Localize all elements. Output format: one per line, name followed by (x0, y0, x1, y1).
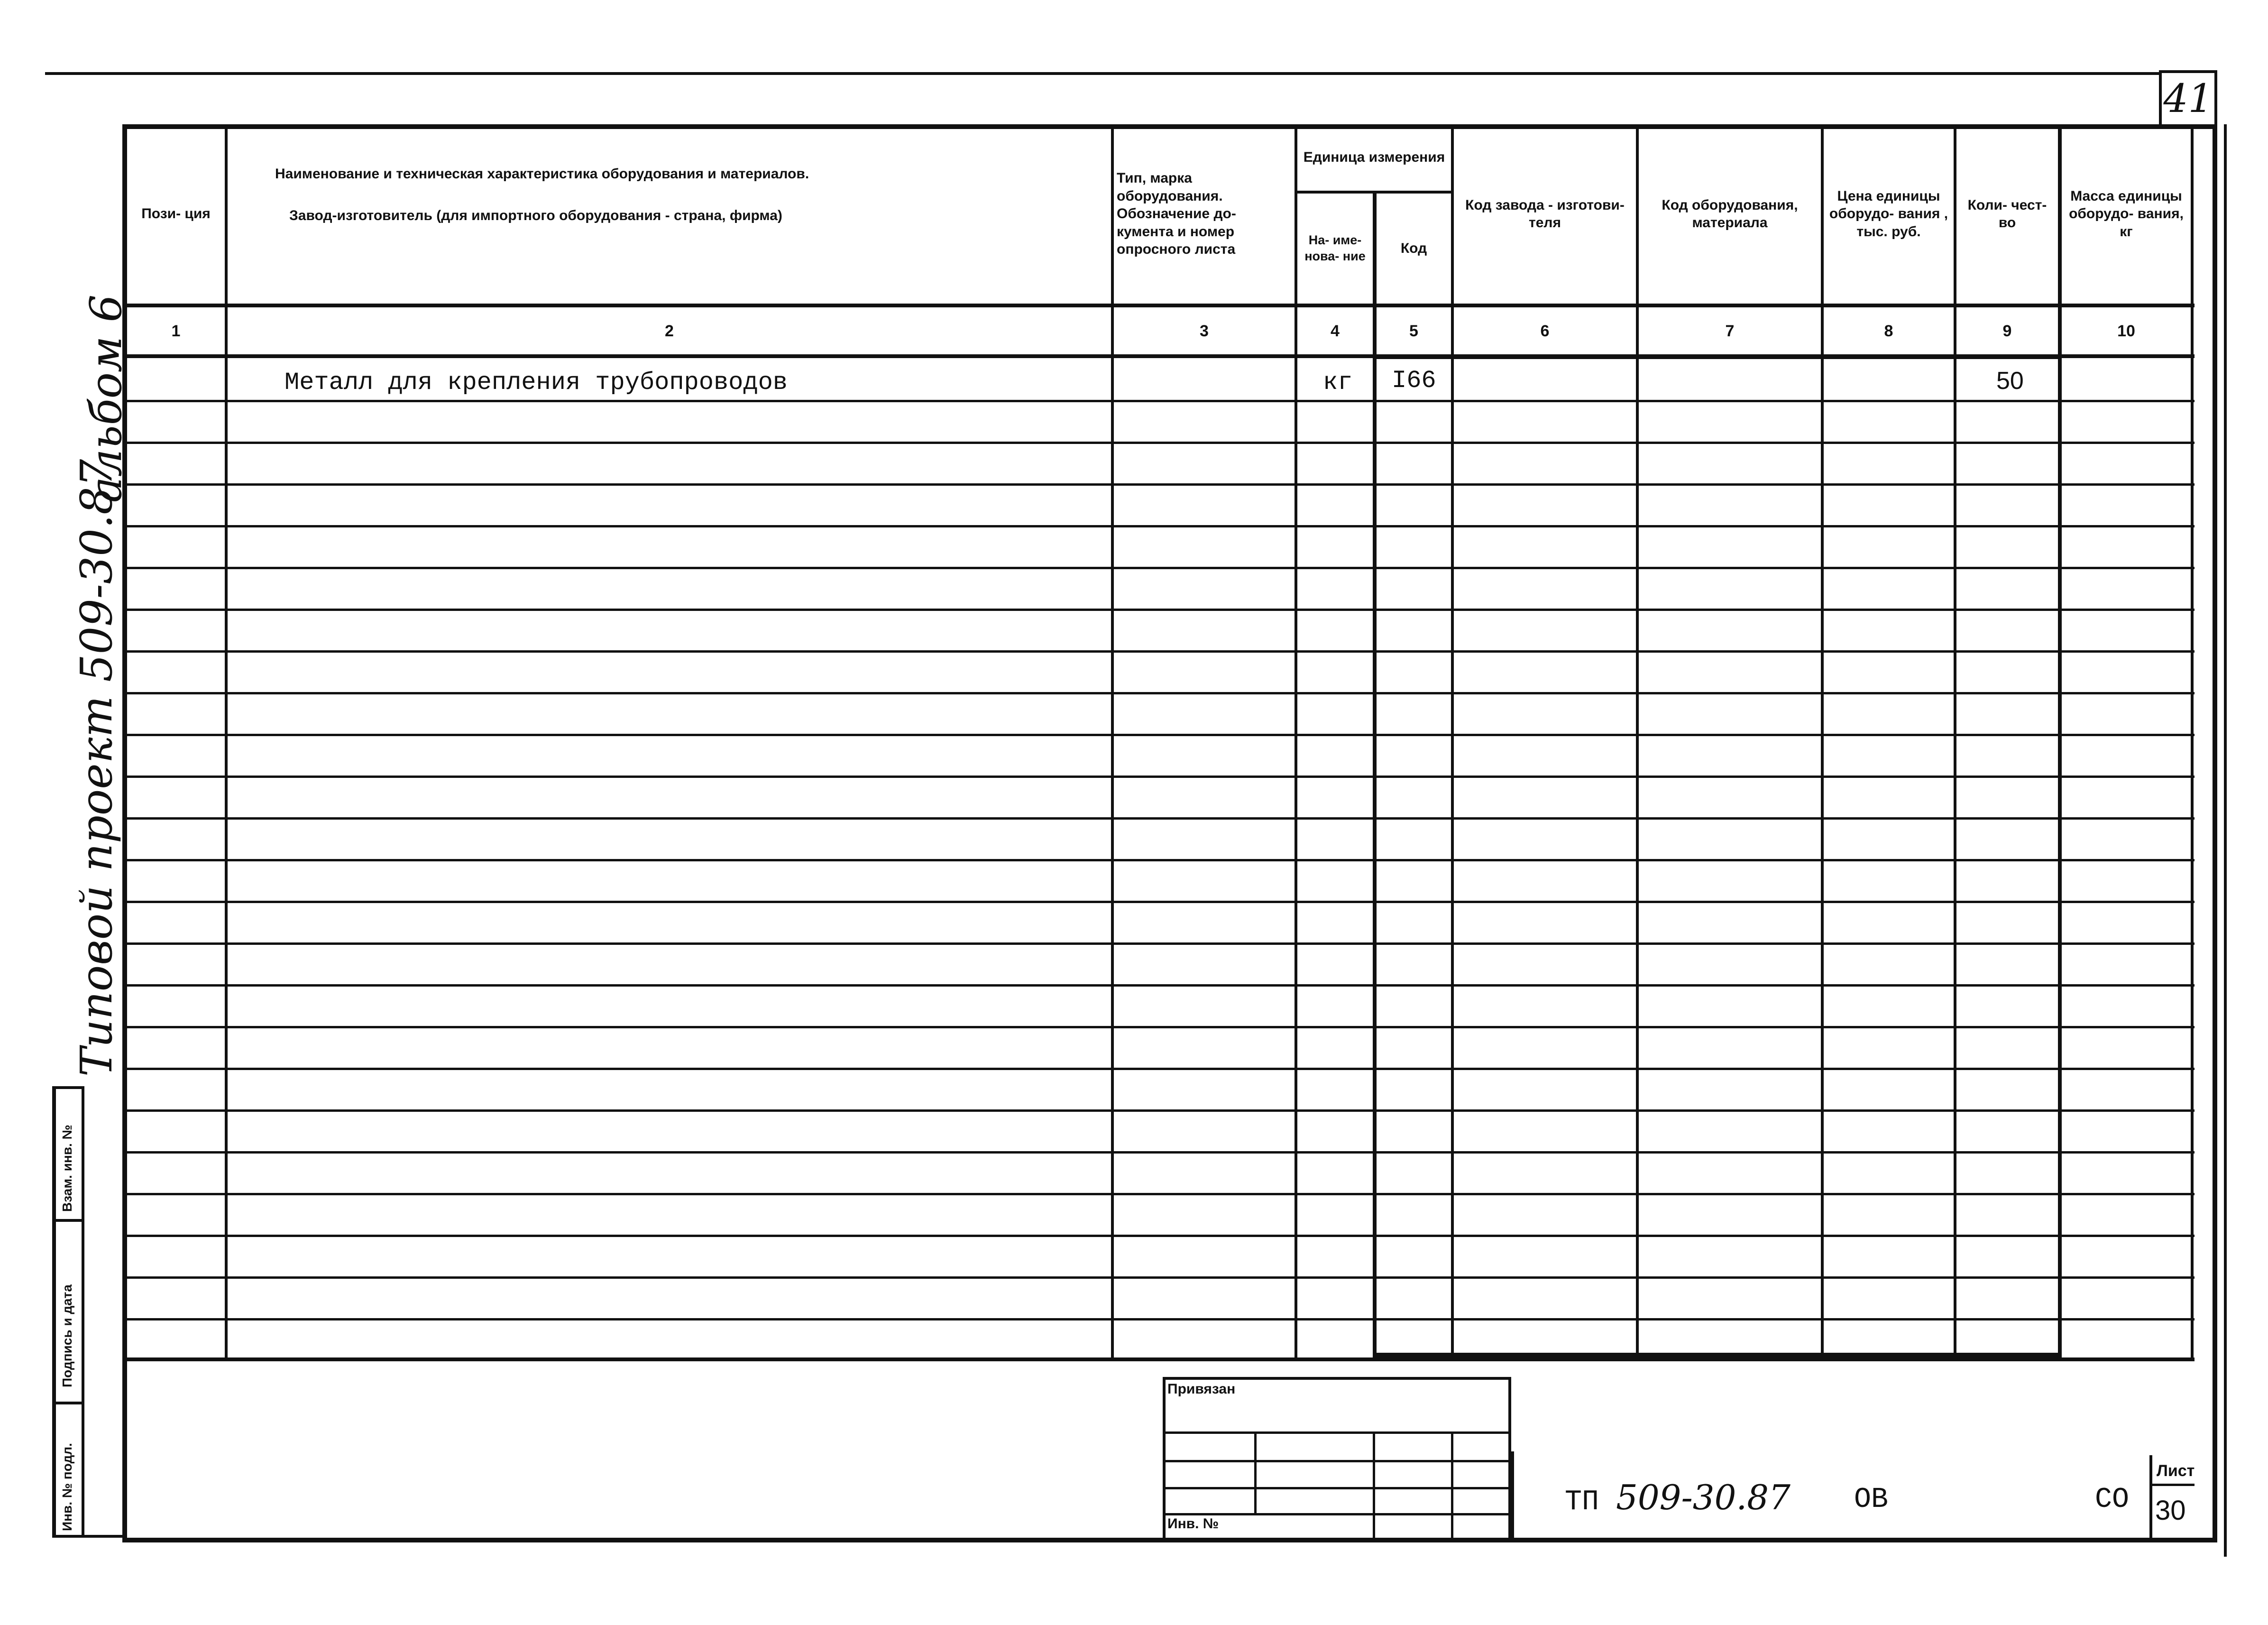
table-row-line (122, 942, 2195, 945)
table-row-line (122, 567, 2195, 569)
row1-unit: кг (1323, 369, 1353, 397)
table-row-line (122, 650, 2195, 653)
title-block-top (122, 1357, 2195, 1361)
colnum-2: 2 (665, 322, 674, 340)
table-row-line (122, 859, 2195, 861)
row1-quantity: 50 (1996, 367, 2024, 395)
attached-grid-row4 (1163, 1513, 1511, 1515)
data-block-top (1373, 354, 2062, 359)
table-row-line (122, 1318, 2195, 1320)
margin-project-label: Типовой проект 509-30.87 (71, 459, 122, 1077)
stamp-strip-top (52, 1086, 84, 1089)
header-mass: Масса единицы оборудо- вания, кг (2069, 188, 2184, 240)
table-row-line (122, 692, 2195, 694)
col-divider-6 (1636, 124, 1639, 1357)
attached-grid-col2 (1373, 1431, 1375, 1542)
attached-inv-label: Инв. № (1167, 1516, 1219, 1532)
col-divider-2 (1111, 124, 1114, 1357)
margin-album-label: альбом 6 (81, 294, 131, 503)
header-unit-name: На- име- нова- ние (1304, 233, 1366, 263)
sheet-label: Лист (2157, 1462, 2195, 1480)
col-divider-8 (1954, 124, 1956, 1357)
attached-grid-row3 (1163, 1487, 1511, 1489)
doc-suffix: СО (2095, 1484, 2130, 1516)
top-rule (45, 72, 2160, 75)
table-row-line (122, 901, 2195, 903)
colnum-1: 1 (171, 322, 181, 340)
stamp-strip-left (52, 1086, 56, 1537)
title-block-left (1511, 1451, 1514, 1542)
table-row-line (122, 984, 2195, 987)
table-row-line (122, 1026, 2195, 1028)
table-row-line (122, 1068, 2195, 1070)
header-position-cell: Пози- ция (141, 206, 211, 222)
stamp-inv-original: Инв. № подл. (60, 1443, 74, 1531)
stamp-sign-date: Подпись и дата (60, 1284, 74, 1387)
table-row-line (122, 1151, 2195, 1154)
header-type-cell: Тип, марка оборудования. Обозначение до- кумента и номер опросного листа (1117, 170, 1236, 258)
table-row-line (122, 1193, 2195, 1195)
colnum-5: 5 (1409, 322, 1418, 340)
table-row-line (122, 442, 2195, 444)
colnum-3: 3 (1200, 322, 1209, 340)
header-name-cell (228, 124, 1111, 304)
data-block-bottom (1373, 1353, 2062, 1357)
row1-unit-code: I66 (1392, 367, 1436, 395)
frame-right-outer (2224, 124, 2227, 1557)
table-row-line (122, 1109, 2195, 1112)
table-row-line (122, 1276, 2195, 1279)
col-divider-9 (2058, 124, 2062, 1357)
header-plant-code: Код завода - изготови- теля (1465, 197, 1625, 231)
header-quantity: Коли- чест- во (1967, 197, 2047, 231)
sheet-number: 30 (2155, 1495, 2186, 1526)
page-number-box (2159, 70, 2217, 124)
header-bottom-line (122, 304, 2195, 307)
stamp-strip-div1 (52, 1219, 84, 1222)
colnum-10: 10 (2117, 322, 2135, 340)
col-divider-1 (225, 124, 228, 1357)
col-divider-3 (1295, 124, 1297, 1357)
stamp-replace-inv: Взам. инв. № (60, 1125, 74, 1212)
table-row-line (122, 734, 2195, 736)
header-equipment-code: Код оборудования, материала (1662, 197, 1798, 231)
row1-name: Металл для крепления трубопроводов (285, 369, 788, 397)
attached-grid-row2 (1163, 1460, 1511, 1462)
doc-prefix: ТП (1565, 1486, 1599, 1518)
table-row-line (122, 1235, 2195, 1237)
colnum-6: 6 (1540, 322, 1550, 340)
col-divider-7 (1821, 124, 1824, 1357)
table-row-line (122, 817, 2195, 820)
header-unit-group: Единица измерения (1303, 149, 1445, 166)
attached-grid-col1 (1254, 1431, 1257, 1514)
table-row-line (122, 776, 2195, 778)
colnum-7: 7 (1725, 322, 1735, 340)
stamp-strip-bottom (52, 1535, 123, 1538)
attached-grid-row1 (1163, 1431, 1511, 1434)
header-name-line1: Наименование и техническая характеристика оборудования и материалов. (275, 166, 809, 182)
col-divider-4 (1373, 192, 1377, 1357)
doc-type: ОВ (1854, 1484, 1889, 1516)
document-code (1565, 1477, 1791, 1518)
doc-number: 509-30.87 (1616, 1477, 1791, 1517)
frame-right-inner (2191, 124, 2194, 1357)
attached-label: Привязан (1167, 1381, 1236, 1397)
table-row-line (122, 609, 2195, 611)
header-unit-code: Код (1400, 240, 1427, 257)
col-divider-5 (1451, 124, 1454, 1357)
header-price: Цена единицы оборудо- вания , тыс. руб. (1829, 188, 1948, 240)
colnum-4: 4 (1331, 322, 1340, 340)
table-row-line (122, 483, 2195, 486)
stamp-strip-div2 (52, 1402, 84, 1404)
sheet-box-divider (2149, 1484, 2195, 1486)
table-row-line (122, 400, 2195, 402)
page-number: 41 (2163, 76, 2213, 121)
colnum-8: 8 (1884, 322, 1893, 340)
colnum-9: 9 (2002, 322, 2012, 340)
header-name-line2: Завод-изготовитель (для импортного оборудования - страна, фирма) (289, 207, 782, 223)
table-row-line (122, 525, 2195, 527)
stamp-strip-mid (82, 1086, 84, 1537)
attached-grid-col3 (1451, 1431, 1453, 1542)
